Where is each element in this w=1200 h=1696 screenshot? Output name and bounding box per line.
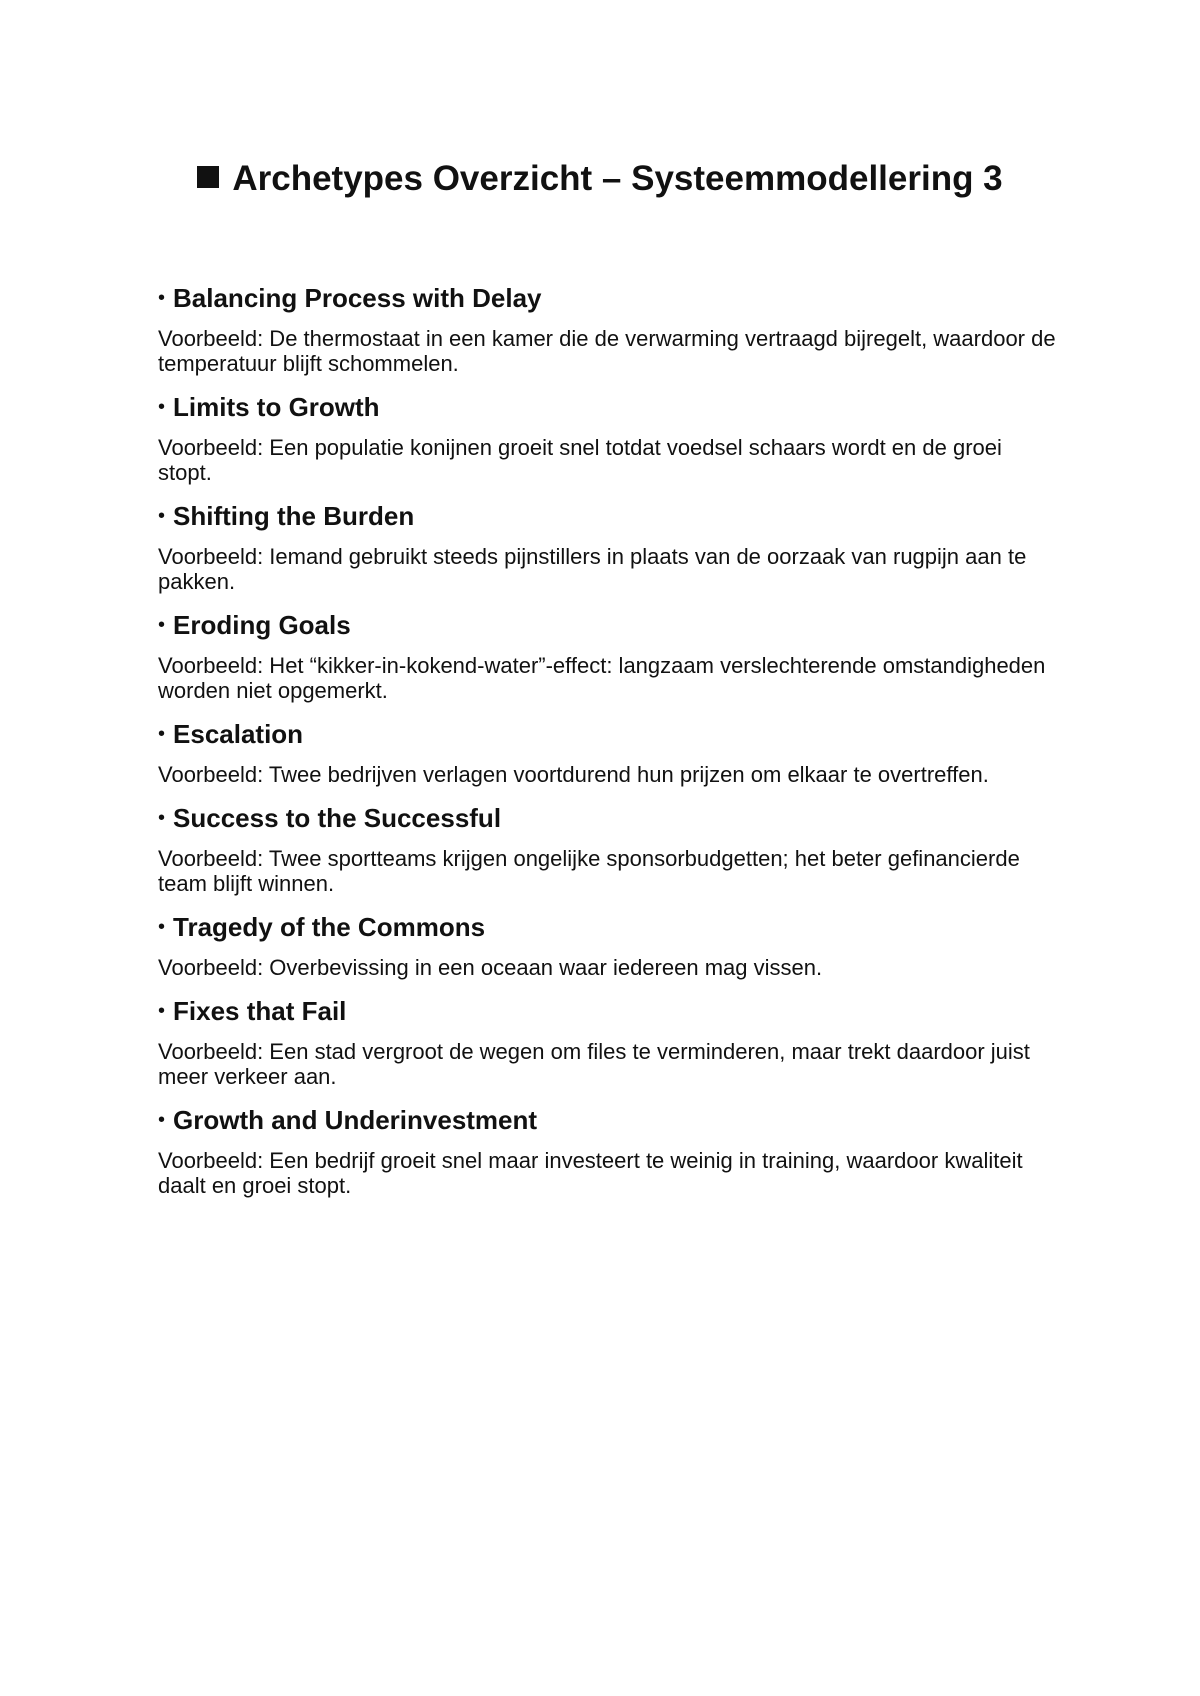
archetype-heading-text: Success to the Successful [173, 803, 502, 833]
archetype-section [158, 282, 1058, 376]
archetype-example: Voorbeeld: Het “kikker-in-kokend-water”-effect: langzaam verslechterende omstandigheden worden niet opgemerkt. [158, 653, 1046, 703]
archetype-heading-text: Fixes that Fail [173, 996, 347, 1026]
archetype-section [158, 911, 1058, 980]
archetype-heading [158, 1104, 1058, 1136]
archetype-heading [158, 911, 1058, 943]
archetype-section [158, 391, 1058, 485]
archetype-section [158, 1104, 1058, 1198]
archetype-section [158, 609, 1058, 703]
archetype-example: Voorbeeld: De thermostaat in een kamer die de verwarming vertraagd bijregelt, waardoor de temperatuur blijft schommelen. [158, 326, 1056, 376]
archetype-heading [158, 500, 1058, 532]
archetype-section [158, 995, 1058, 1089]
archetype-section [158, 500, 1058, 594]
archetype-heading-text: Shifting the Burden [173, 501, 415, 531]
black-square-icon [197, 166, 219, 188]
archetype-example: Voorbeeld: Overbevissing in een oceaan waar iedereen mag vissen. [158, 955, 823, 980]
archetype-heading [158, 391, 1058, 423]
archetype-heading-text: Escalation [173, 719, 304, 749]
archetype-heading-text: Growth and Underinvestment [173, 1105, 538, 1135]
archetype-example: Voorbeeld: Een stad vergroot de wegen om files te verminderen, maar trekt daardoor juist meer verkeer aan. [158, 1039, 1030, 1089]
archetype-heading-text: Limits to Growth [173, 392, 380, 422]
bullet-icon: • [158, 505, 166, 527]
archetype-example: Voorbeeld: Twee bedrijven verlagen voortdurend hun prijzen om elkaar te overtreffen. [158, 762, 989, 787]
archetype-heading [158, 609, 1058, 641]
archetype-section [158, 802, 1058, 896]
bullet-icon: • [158, 1109, 166, 1131]
archetype-heading-text: Balancing Process with Delay [173, 283, 542, 313]
archetype-heading-text: Tragedy of the Commons [173, 912, 486, 942]
archetype-heading [158, 802, 1058, 834]
archetype-example: Voorbeeld: Twee sportteams krijgen ongelijke sponsorbudgetten; het beter gefinancierde team blijft winnen. [158, 846, 1020, 896]
bullet-icon: • [158, 287, 166, 309]
archetype-section [158, 718, 1058, 787]
archetype-list [158, 282, 1058, 1213]
archetype-heading [158, 718, 1058, 750]
bullet-icon: • [158, 614, 166, 636]
archetype-heading [158, 995, 1058, 1027]
bullet-icon: • [158, 807, 166, 829]
bullet-icon: • [158, 1000, 166, 1022]
bullet-icon: • [158, 723, 166, 745]
page-title-text: Archetypes Overzicht – Systeemmodellering 3 [232, 159, 1003, 198]
bullet-icon: • [158, 396, 166, 418]
archetype-example: Voorbeeld: Een bedrijf groeit snel maar investeert te weinig in training, waardoor kwaliteit daalt en groei stopt. [158, 1148, 1023, 1198]
archetype-heading-text: Eroding Goals [173, 610, 351, 640]
page-title [0, 158, 1200, 200]
archetype-example: Voorbeeld: Iemand gebruikt steeds pijnstillers in plaats van de oorzaak van rugpijn aan te pakken. [158, 544, 1027, 594]
bullet-icon: • [158, 916, 166, 938]
archetype-example: Voorbeeld: Een populatie konijnen groeit snel totdat voedsel schaars wordt en de groei stopt. [158, 435, 1002, 485]
archetype-heading [158, 282, 1058, 314]
